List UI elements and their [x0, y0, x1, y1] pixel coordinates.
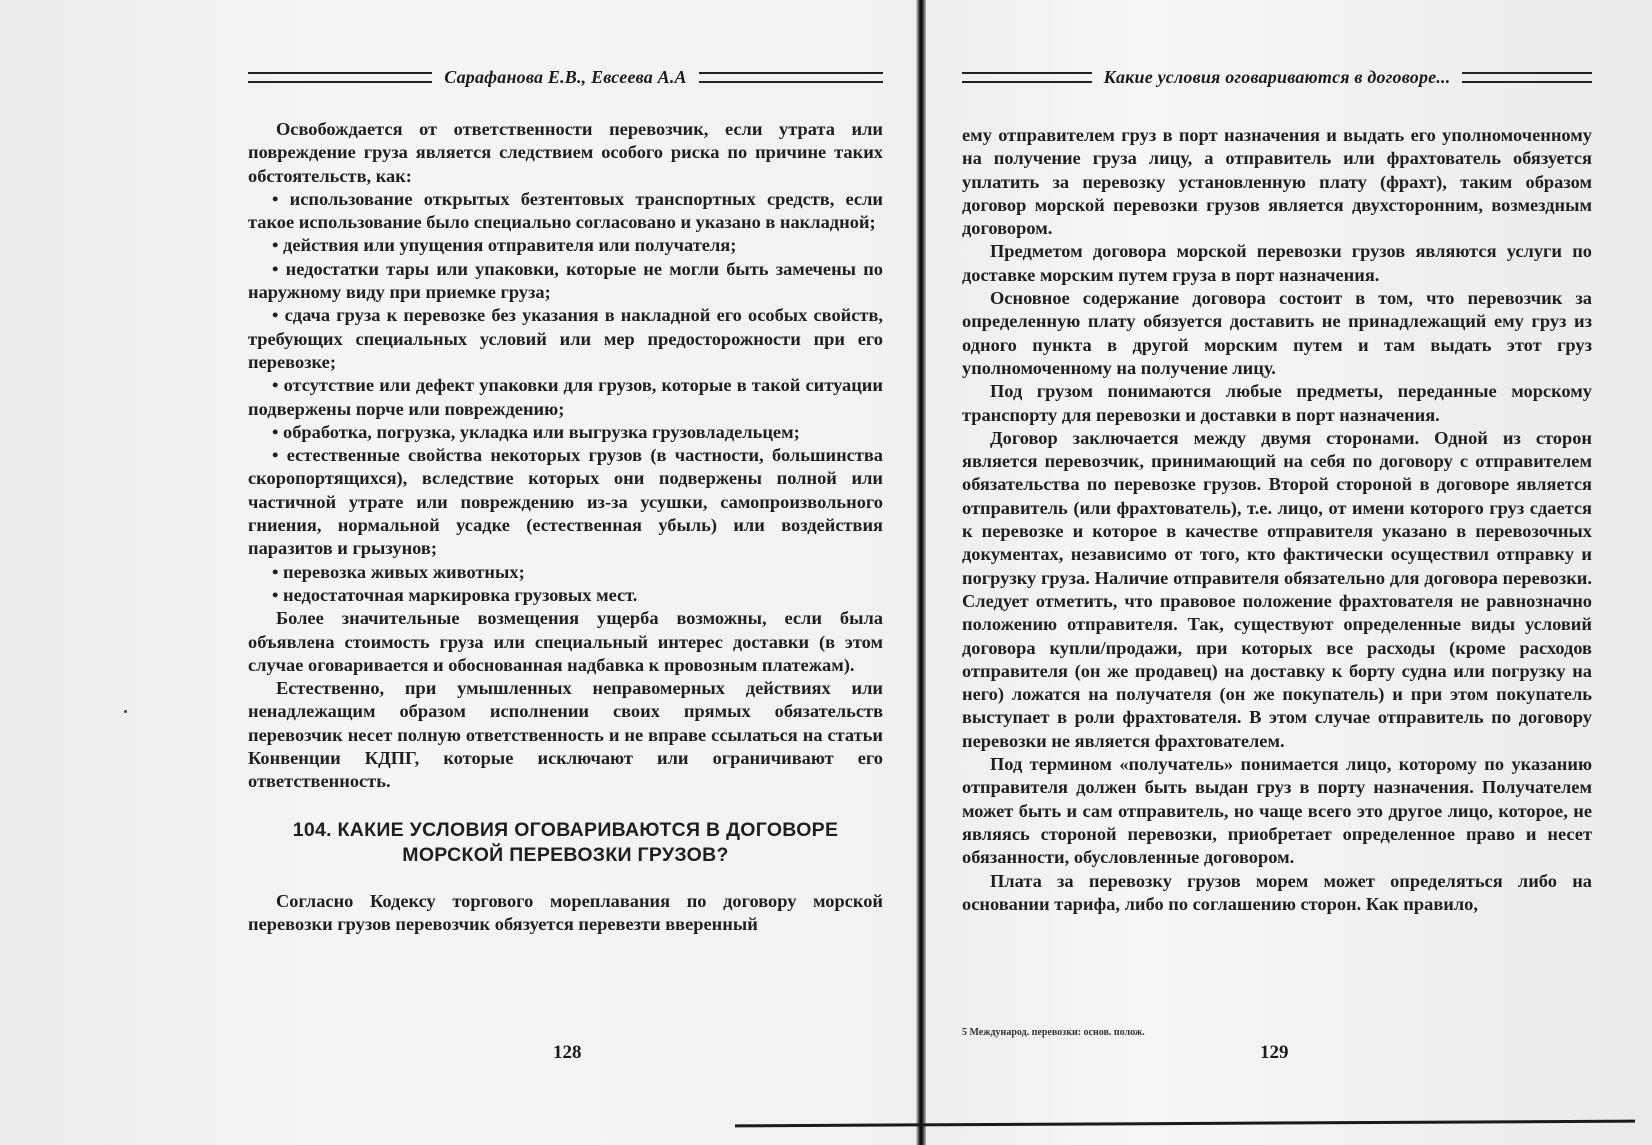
- left-text-column: [248, 118, 883, 936]
- paragraph: Основное содержание договора состоит в том, что перевозчик за определенную плату обязуется доставить не принадлежащий ему груз из одного пункта в другой морским путем и там выдать этот груз уполномоченному на получение лицу.: [962, 288, 1592, 378]
- scan-speck: [124, 710, 127, 713]
- paragraph: Освобождается от ответственности перевозчик, если утрата или повреждение груза является следствием особого риска по причине таких обстоятельств, как:: [248, 119, 883, 186]
- bullet-item: • недостаточная маркировка грузовых мест.: [272, 584, 638, 605]
- paragraph: Под термином «получатель» понимается лицо, которому по указанию отправителя должен быть выдан груз в порту назначения. Получателем может быть и сам отправитель, но чаще всего это другое лицо, которое, не являясь стороной перевозки, приобретает определенное право и несет обязанности, обусловленные договором.: [962, 754, 1592, 868]
- paragraph: Договор заключается между двумя сторонами. Одной из сторон является перевозчик, принимающий на себя по договору с отправителем обязательства по перевозке грузов. Второй стороной в договоре является отправитель (или фрахтователь), т.е. лицо, от имени которого груз сдается к перевозке и которое в качестве отправителя указано в перевозочных документах, независимо от того, кто фактически осуществил отправку и погрузку груза. Наличие отправителя обязательно для договора перевозки. Следует отметить, что правовое положение фрахтователя не равнозначно положению отправителя. Так, существуют определенные виды условий договора купли/продажи, при которых все расходы (кроме расходов отправителя (он же продавец) на доставку к борту судна или погрузку на него) ложатся на получателя (он же покупатель) и при этом покупатель выступает в роли фрахтователя. В этом случае отправитель по договору перевозки не является фрахтователем.: [962, 427, 1592, 751]
- bullet-item: • сдача груза к перевозке без указания в накладной его особых свойств, требующих специальных условий или мер предосторожности при его перевозке;: [248, 305, 883, 372]
- bullet-item: • перевозка живых животных;: [272, 561, 525, 582]
- section-heading: 104. КАКИЕ УСЛОВИЯ ОГОВАРИВАЮТСЯ В ДОГОВОРЕ МОРСКОЙ ПЕРЕВОЗКИ ГРУЗОВ?: [292, 818, 839, 866]
- bullet-item: • обработка, погрузка, укладка или выгрузка грузовладельцем;: [272, 421, 800, 442]
- page-number-right: 129: [1260, 1042, 1289, 1063]
- header-rule-left: [962, 72, 1092, 83]
- paragraph: Согласно Кодексу торгового мореплавания по договору морской перевозки грузов перевозчик обязуется перевезти вверенный: [248, 890, 883, 934]
- paragraph-continuation: ему отправителем груз в порт назначения и выдать его уполномоченному на получение груза лицу, а отправитель или фрахтователь обязуется уплатить за перевозку установленную плату (фрахт), таким образом договор морской перевозки грузов является двухсторонним, возмездным договором.: [962, 125, 1592, 239]
- right-page: [926, 0, 1652, 1145]
- left-running-head: [248, 62, 883, 92]
- bullet-item: • действия или упущения отправителя или получателя;: [272, 235, 737, 256]
- bullet-item: • отсутствие или дефект упаковки для грузов, которые в такой ситуации подвержены порче или повреждению;: [248, 375, 883, 419]
- paragraph: Плата за перевозку грузов морем может определяться либо на основании тарифа, либо по соглашению сторон. Как правило,: [962, 870, 1592, 914]
- paragraph: Естественно, при умышленных неправомерных действиях или ненадлежащим образом исполнении своих прямых обязательств перевозчик несет полную ответственность и не вправе ссылаться на статьи Конвенции КДПГ, которые исключают или ограничивают его ответственность.: [248, 678, 883, 792]
- header-rule-right: [699, 72, 883, 83]
- book-spine: [916, 0, 926, 1145]
- paragraph: Предметом договора морской перевозки грузов являются услуги по доставке морским путем груза в порт назначения.: [962, 241, 1592, 285]
- right-running-head: [962, 62, 1592, 92]
- left-running-head-title: Сарафанова Е.В., Евсеева А.А: [444, 66, 687, 87]
- right-running-head-title: Какие условия оговариваются в договоре...: [1103, 66, 1451, 87]
- right-text-column: [962, 124, 1592, 916]
- bullet-item: • недостатки тары или упаковки, которые не могли быть замечены по наружному виду при приемке груза;: [248, 258, 883, 303]
- paragraph: Более значительные возмещения ущерба возможны, если была объявлена стоимость груза или специальный интерес доставки (в этом случае оговаривается и обоснованная надбавка к провозным платежам).: [248, 608, 883, 675]
- page-number-left: 128: [553, 1042, 582, 1063]
- header-rule-right: [1462, 72, 1592, 83]
- footnote: 5 Международ. перевозки: основ. полож.: [962, 1027, 1145, 1038]
- bullet-item: • использование открытых безтентовых транспортных средств, если такое использование было специально согласовано и указано в накладной;: [248, 188, 883, 233]
- header-rule-left: [248, 72, 432, 83]
- paragraph: Под грузом понимаются любые предметы, переданные морскому транспорту для перевозки и доставки в порт назначения.: [962, 381, 1592, 425]
- bullet-item: • естественные свойства некоторых грузов (в частности, большинства скоропортящихся), вследствие которых они подвержены полной или частичной утрате или повреждению из-за усушки, самопроизвольного гниения, нормальной усадке (естественная убыль) или воздействия паразитов и грызунов;: [248, 445, 883, 559]
